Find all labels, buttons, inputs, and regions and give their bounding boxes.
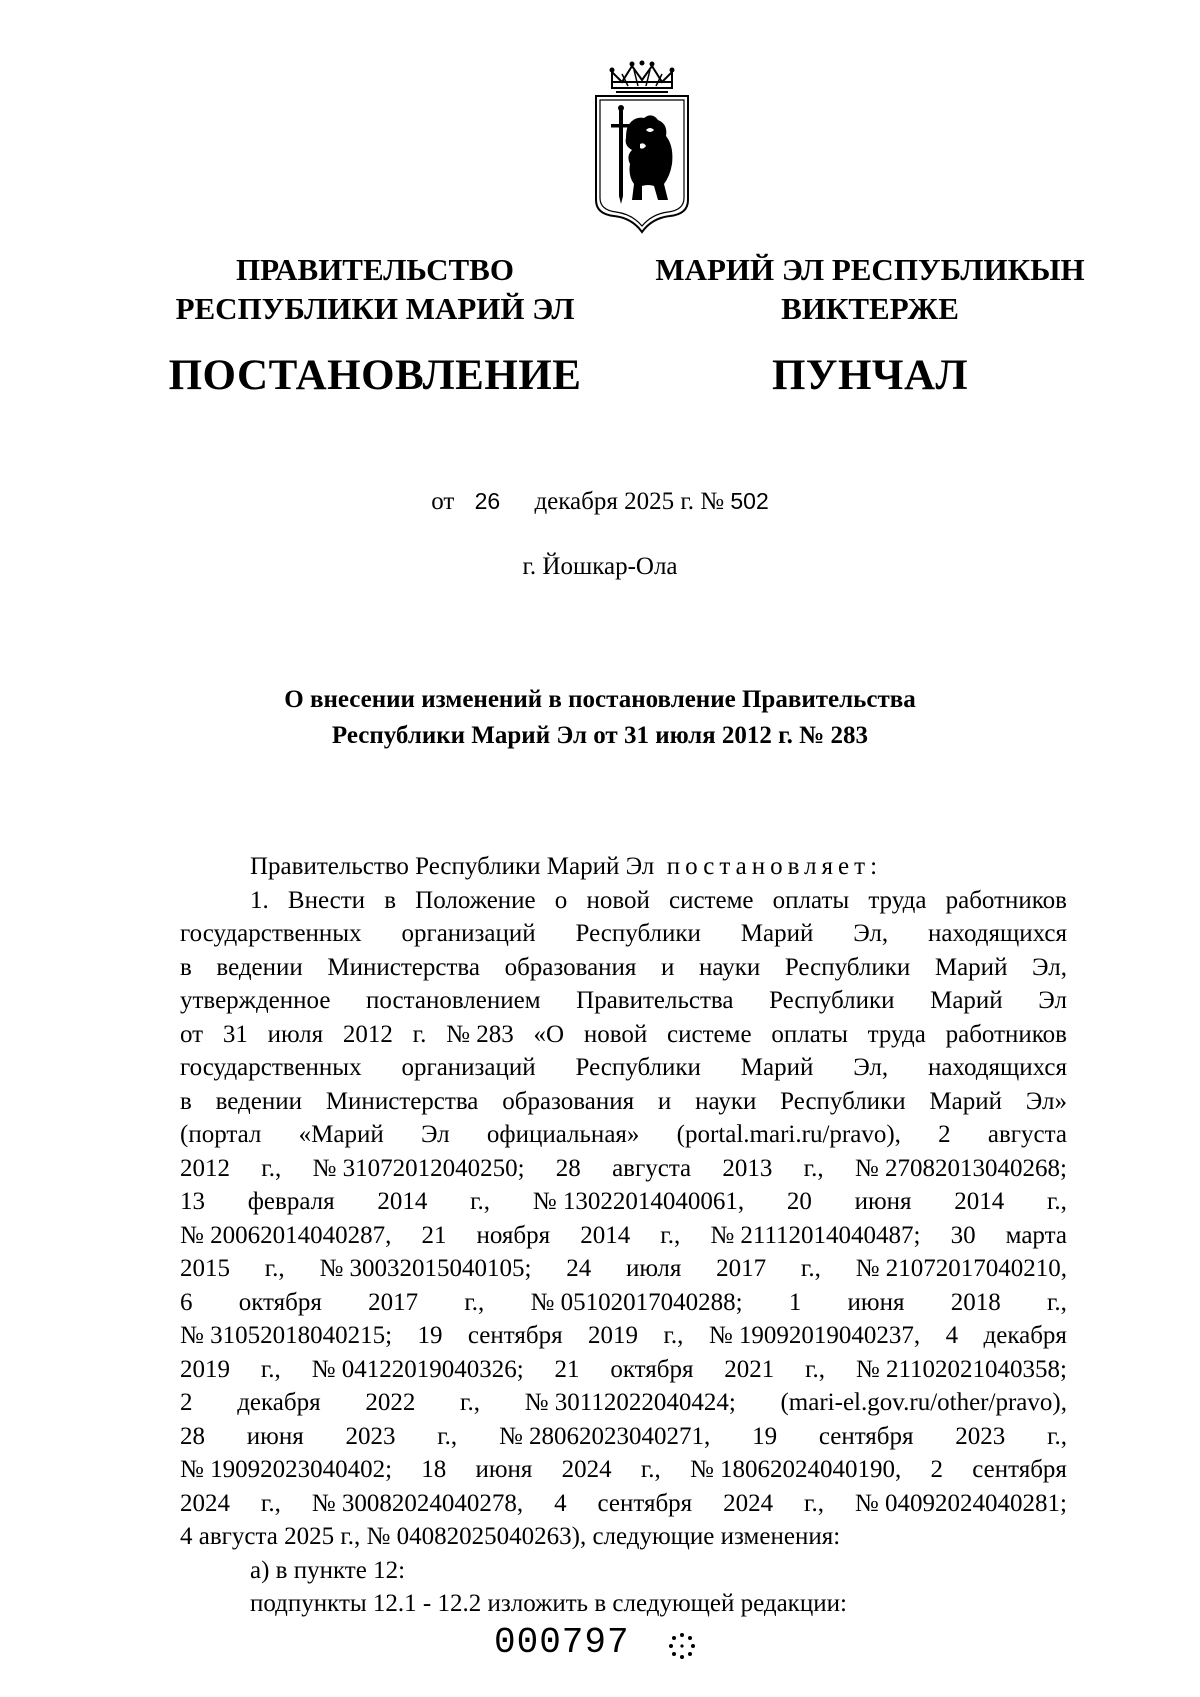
coat-of-arms-icon bbox=[588, 60, 696, 236]
body-line: в ведении Министерства образования и науки Республики Марий Эл» bbox=[180, 1087, 1067, 1115]
decree-date bbox=[0, 488, 1200, 516]
body-line: 2024 г., № 30082024040278, 4 сентября 2024 г., № 04092024040281; bbox=[180, 1489, 1067, 1517]
body-line: № 20062014040287, 21 ноября 2014 г., № 21112014040487; 30 марта bbox=[180, 1221, 1067, 1249]
title-line-2: Республики Марий Эл от 31 июля 2012 г. № 283 bbox=[331, 722, 869, 749]
date-prefix: от bbox=[431, 488, 455, 515]
body-line: (портал «Марий Эл официальная» (portal.mari.ru/pravo), 2 августа bbox=[180, 1121, 1067, 1148]
org-name-line-1: ПРАВИТЕЛЬСТВО bbox=[236, 252, 514, 287]
decree-number: 502 bbox=[730, 488, 769, 514]
serial-number: 000797 bbox=[494, 1622, 630, 1663]
body-line: 2012 г., № 31072012040250; 28 августа 2013 г., № 27082013040268; bbox=[180, 1154, 1067, 1182]
body-line: 6 октября 2017 г., № 05102017040288; 1 июня 2018 г., bbox=[180, 1288, 1067, 1316]
body-line: № 31052018040215; 19 сентября 2019 г., № 19092019040237, 4 декабря bbox=[180, 1322, 1067, 1349]
body-line: 2019 г., № 04122019040326; 21 октября 2021 г., № 21102021040358; bbox=[180, 1355, 1067, 1383]
body-line: 2 декабря 2022 г., № 30112022040424; (mari-el.gov.ru/other/pravo), bbox=[180, 1389, 1067, 1416]
preamble-line bbox=[180, 850, 1067, 884]
body-line: в ведении Министерства образования и науки Республики Марий Эл, bbox=[180, 953, 1067, 981]
doc-type-russian: ПОСТАНОВЛЕНИЕ bbox=[168, 352, 582, 399]
header-mari bbox=[640, 250, 1100, 402]
body-line: 2015 г., № 30032015040105; 24 июля 2017 г., № 21072017040210, bbox=[180, 1255, 1067, 1282]
body-line: № 19092023040402; 18 июня 2024 г., № 18062024040190, 2 сентября bbox=[180, 1456, 1067, 1483]
body-line: утвержденное постановлением Правительства Республики Марий Эл bbox=[180, 987, 1067, 1014]
body-line: 4 августа 2025 г., № 04082025040263), следующие изменения: bbox=[180, 1523, 841, 1550]
org-name-mari-line-2: ВИКТЕРЖЕ bbox=[781, 291, 959, 326]
title-line-1: О внесении изменений в постановление Правительства bbox=[284, 686, 916, 713]
doc-type-mari: ПУНЧАЛ bbox=[771, 352, 969, 399]
body-line: 28 июня 2023 г., № 28062023040271, 19 сентября 2023 г., bbox=[180, 1422, 1067, 1450]
preamble-start: Правительство Республики Марий Эл bbox=[250, 853, 655, 880]
decree-body bbox=[180, 850, 1067, 1621]
body-line: 13 февраля 2014 г., № 13022014040061, 20 июня 2014 г., bbox=[180, 1188, 1067, 1215]
place-of-issue: г. Йошкар-Ола bbox=[522, 553, 678, 580]
body-line: государственных организаций Республики Марий Эл, находящихся bbox=[180, 920, 1067, 947]
org-name-mari-line-1: МАРИЙ ЭЛ РЕСПУБЛИКЫН bbox=[655, 252, 1085, 287]
org-name-line-2: РЕСПУБЛИКИ МАРИЙ ЭЛ bbox=[175, 291, 575, 326]
body-line: 1. Внести в Положение о новой системе оплаты труда работников bbox=[250, 886, 1067, 914]
body-line: государственных организаций Республики Марий Эл, находящихся bbox=[180, 1054, 1067, 1081]
body-line: подпункты 12.1 - 12.2 изложить в следующей редакции: bbox=[250, 1590, 847, 1617]
preamble-decree-word: постановляет: bbox=[666, 853, 883, 880]
date-day: 26 bbox=[474, 488, 501, 514]
body-lines bbox=[180, 884, 1067, 1621]
decree-title bbox=[0, 682, 1200, 754]
date-month-year: декабря 2025 г. № bbox=[534, 488, 725, 515]
header-russian bbox=[160, 250, 590, 402]
body-line: от 31 июля 2012 г. № 283 «О новой системе оплаты труда работников bbox=[180, 1020, 1067, 1048]
body-line: а) в пункте 12: bbox=[250, 1556, 406, 1584]
security-mark-icon bbox=[667, 1631, 697, 1661]
